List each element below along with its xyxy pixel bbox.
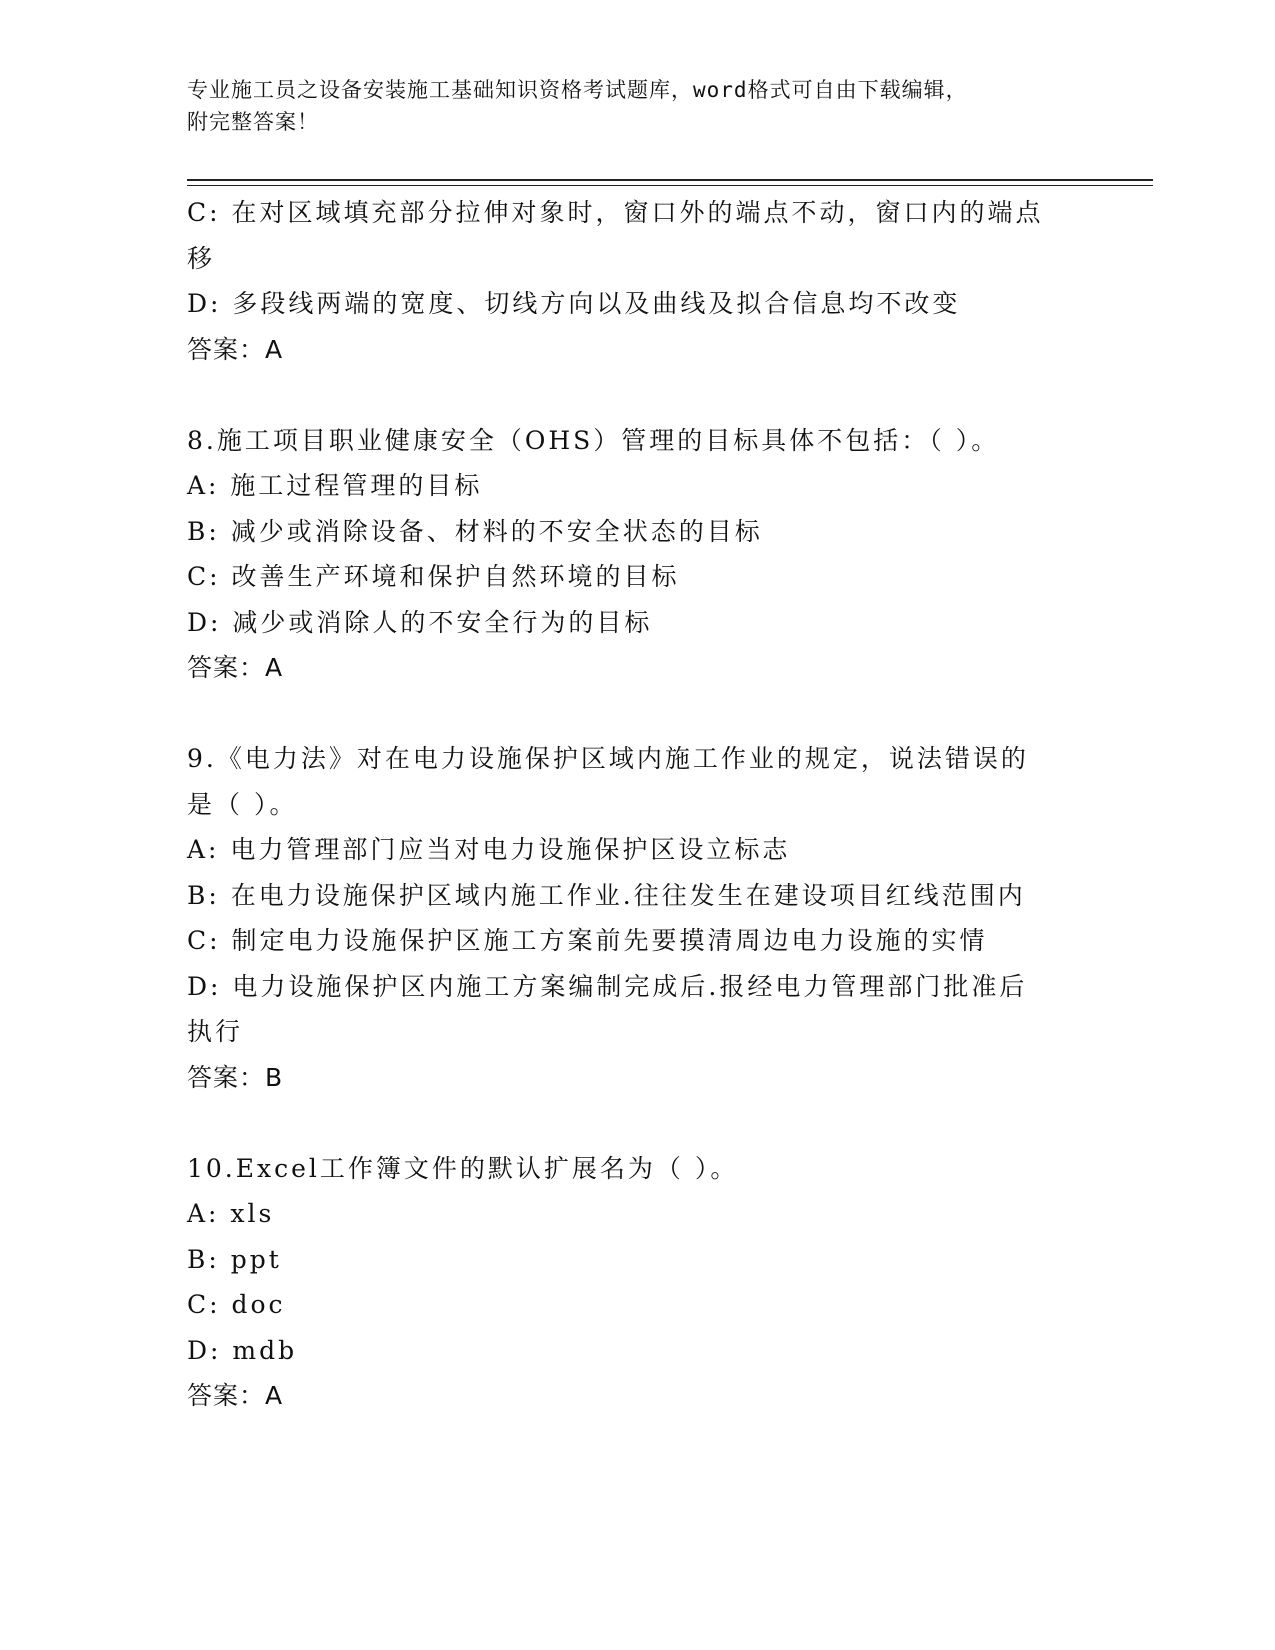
header-title-line1: 专业施工员之设备安装施工基础知识资格考试题库，word格式可自由下载编辑， [187, 78, 968, 102]
question-stem: 8.施工项目职业健康安全（OHS）管理的目标具体不包括：（ ）。 [187, 425, 1000, 455]
spacer [187, 372, 1087, 418]
option-c-continued: 移 [187, 243, 216, 273]
spacer [187, 691, 1087, 737]
option-c: C: 制定电力设施保护区施工方案前先要摸清周边电力设施的实情 [187, 926, 988, 955]
option-d-continued: 执行 [187, 1017, 244, 1046]
question-8 [187, 418, 1087, 691]
question-stem-continued: 是（ ）。 [187, 789, 298, 819]
option-a: A: 电力管理部门应当对电力设施保护区设立标志 [187, 835, 791, 864]
option-c: C: 改善生产环境和保护自然环境的目标 [187, 562, 680, 591]
question-content [187, 190, 1087, 1419]
question-stem: 10.Excel工作簿文件的默认扩展名为（ ）。 [187, 1153, 739, 1183]
document-header [187, 74, 1067, 138]
option-b: B: 减少或消除设备、材料的不安全状态的目标 [187, 516, 763, 546]
option-c: C: 在对区域填充部分拉伸对象时，窗口外的端点不动，窗口内的端点 [187, 198, 1044, 227]
previous-question-continuation [187, 190, 1087, 372]
question-stem: 9.《电力法》对在电力设施保护区域内施工作业的规定，说法错误的 [187, 744, 1029, 773]
answer-line: 答案：B [187, 1062, 284, 1092]
option-c: C: doc [187, 1290, 286, 1319]
option-d: D: 电力设施保护区内施工方案编制完成后.报经电力管理部门批准后 [187, 971, 1028, 1001]
option-a: A: 施工过程管理的目标 [187, 471, 483, 500]
answer-line: 答案：A [187, 653, 284, 682]
header-divider-thin [187, 185, 1153, 186]
option-b: B: 在电力设施保护区域内施工作业.往往发生在建设项目红线范围内 [187, 880, 1026, 910]
option-b: B: ppt [187, 1244, 282, 1274]
option-d: D: 多段线两端的宽度、切线方向以及曲线及拟合信息均不改变 [187, 289, 961, 318]
option-d: D: mdb [187, 1335, 298, 1365]
header-divider-thick [187, 179, 1153, 181]
answer-line: 答案：A [187, 334, 284, 364]
spacer [187, 1100, 1087, 1146]
question-9 [187, 736, 1087, 1100]
option-a: A: xls [187, 1199, 275, 1228]
question-10 [187, 1146, 1087, 1419]
answer-line: 答案：A [187, 1381, 284, 1410]
option-d: D: 减少或消除人的不安全行为的目标 [187, 607, 653, 637]
header-title-line2: 附完整答案！ [187, 110, 319, 134]
